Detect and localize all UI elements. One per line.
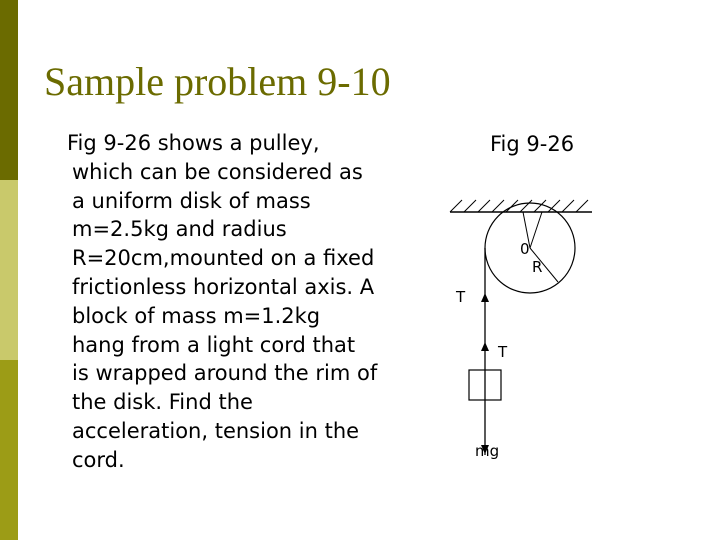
problem-line: R=20cm,mounted on a fixed	[72, 246, 375, 271]
sidebar-accent	[0, 0, 18, 540]
weight-label: mg	[475, 442, 500, 460]
support-right	[530, 212, 542, 248]
radius-label: R	[532, 258, 543, 276]
problem-line: block of mass m=1.2kg	[72, 303, 321, 328]
tension-left-label: T	[456, 288, 466, 306]
problem-text	[62, 129, 432, 475]
figure-label: Fig 9-26	[490, 132, 575, 156]
sidebar-segment-top	[0, 0, 18, 180]
problem-line: cord.	[72, 447, 125, 472]
center-label: 0	[520, 240, 530, 258]
problem-line: m=2.5kg and radius	[72, 217, 287, 242]
ceiling-hatching	[450, 200, 588, 212]
page-title: Sample problem 9-10	[44, 59, 391, 104]
problem-line: the disk. Find the	[72, 390, 253, 415]
problem-line: is wrapped around the rim of	[72, 361, 378, 386]
ceiling	[450, 200, 592, 212]
pulley-diagram	[430, 190, 610, 480]
problem-line: hang from a light cord that	[72, 332, 356, 357]
problem-line: frictionless horizontal axis. A	[72, 274, 375, 299]
problem-line: Fig 9-26 shows a pulley,	[67, 131, 320, 155]
sidebar-segment-middle	[0, 180, 18, 360]
tension-arrow-up	[481, 293, 489, 302]
problem-line: which can be considered as	[72, 159, 363, 184]
problem-line: acceleration, tension in the	[72, 418, 360, 443]
tension-arrow-block	[481, 342, 489, 351]
tension-right-label: T	[498, 343, 508, 361]
sidebar-segment-bottom	[0, 360, 18, 540]
problem-line: a uniform disk of mass	[72, 188, 311, 213]
